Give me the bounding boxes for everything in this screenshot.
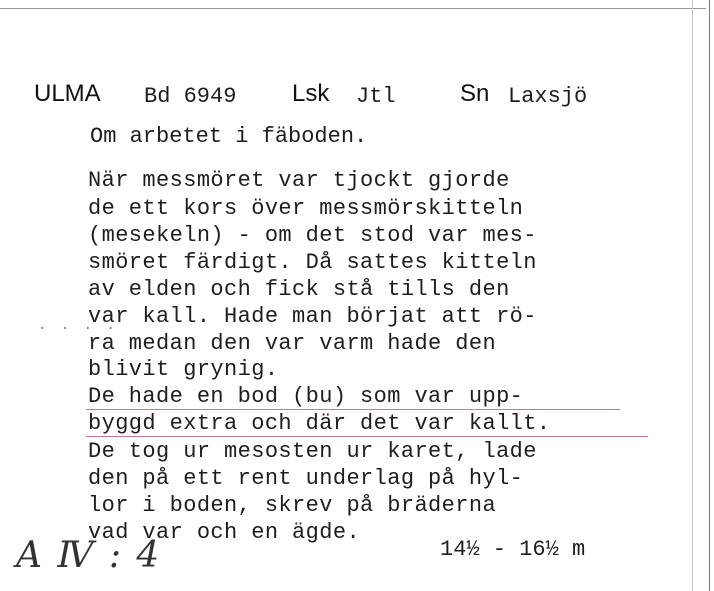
- body-line-underlined: byggd extra och där det var kallt.: [88, 411, 551, 436]
- size-note: 14½ - 16½ m: [440, 537, 586, 562]
- record-number: Bd 6949: [144, 84, 237, 109]
- socken-value: Laxsjö: [508, 84, 588, 109]
- red-underline: [86, 409, 620, 410]
- archive-stamp: ULMA: [34, 80, 101, 107]
- landskap-label: Lsk: [292, 80, 330, 107]
- body-line: När messmöret var tjockt gjorde: [88, 168, 510, 193]
- red-underline: [86, 436, 648, 437]
- card-top-edge: [0, 8, 706, 9]
- body-line: blivit grynig.: [88, 357, 279, 382]
- body-line: (mesekeln) - om det stod var mes-: [88, 223, 537, 248]
- body-line: lor i boden, skrev på bräderna: [88, 493, 497, 518]
- body-line: av elden och fick stå tills den: [88, 277, 510, 302]
- body-line: den på ett rent underlag på hyl-: [88, 466, 524, 491]
- card-right-edge: [692, 0, 693, 591]
- margin-dots: . . . .: [38, 318, 118, 334]
- card-right-border: [709, 0, 710, 591]
- body-line: vad var och en ägde.: [88, 520, 361, 545]
- body-line: ra medan den var varm hade den: [88, 331, 497, 356]
- body-line: var kall. Hade man börjat att rö-: [88, 304, 537, 329]
- body-line: smöret färdigt. Då sattes kitteln: [88, 250, 537, 275]
- note-heading: Om arbetet i fäboden.: [90, 124, 368, 149]
- body-line: De tog ur mesosten ur karet, lade: [88, 439, 537, 464]
- handwritten-signum: A Ⅳ : 4: [16, 535, 162, 576]
- body-line-underlined: De hade en bod (bu) som var upp-: [88, 384, 524, 409]
- body-line: de ett kors över messmörskitteln: [88, 196, 524, 221]
- socken-label: Sn: [460, 80, 490, 107]
- landskap-value: Jtl: [356, 84, 396, 109]
